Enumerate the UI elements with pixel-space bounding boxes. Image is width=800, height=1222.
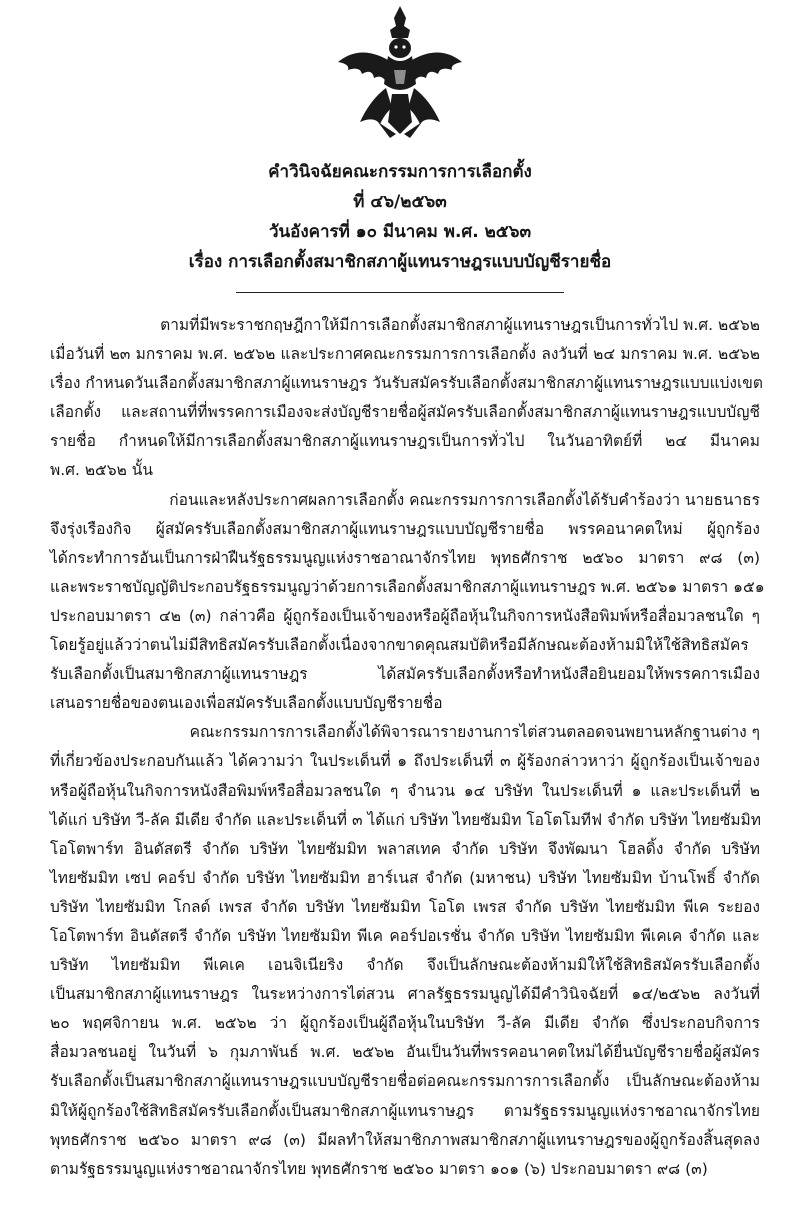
- paragraph-3-line: เป็นสมาชิกสภาผู้แทนราษฎร ในระหว่างการไต่สวน ศาลรัฐธรรมนูญได้มีคำวินิจฉัยที่ ๑๔/๒๕๖๒ ลงวันที่: [50, 985, 760, 1004]
- paragraph-3-line: ได้แก่ บริษัท วี-ลัค มีเดีย จำกัด และประเด็นที่ ๓ ได้แก่ บริษัท ไทยซัมมิท โอโตโมทีฟ จำกัด บริษัท ไทยซัมมิท: [50, 810, 761, 829]
- paragraph-3-line: โอโตพาร์ท อินดัสตรี จำกัด บริษัท ไทยซัมมิท พีเค คอร์ปอเรชั่น จำกัด บริษัท ไทยซัมมิท พีเคเค จำกัด และ: [50, 926, 760, 945]
- paragraph-1-line: เรื่อง กำหนดวันเลือกตั้งสมาชิกสภาผู้แทนราษฎร วันรับสมัครรับเลือกตั้งสมาชิกสภาผู้แทนราษฎรแบบแบ่งเขต: [50, 374, 763, 393]
- paragraph-2-line: ประกอบมาตรา ๔๒ (๓) กล่าวคือ ผู้ถูกร้องเป็นเจ้าของหรือผู้ถือหุ้นในกิจการหนังสือพิมพ์หรือสื่อมวลชนใด ๆ: [50, 606, 760, 625]
- paragraph-2-line: โดยรู้อยู่แล้วว่าตนไม่มีสิทธิสมัครรับเลือกตั้งเนื่องจากขาดคุณสมบัติหรือมีลักษณะต้องห้ามมิให้ใช้สิทธิสมัคร: [50, 636, 749, 655]
- paragraph-3-line: ๒๐ พฤศจิกายน พ.ศ. ๒๕๖๒ ว่า ผู้ถูกร้องเป็นผู้ถือหุ้นในบริษัท วี-ลัค มีเดีย จำกัด ซึ่งประกอบกิจการ: [50, 1014, 760, 1033]
- paragraph-3-line: หรือผู้ถือหุ้นในกิจการหนังสือพิมพ์หรือสื่อมวลชนใด ๆ จำนวน ๑๔ บริษัท ในประเด็นที่ ๑ และประเด็นที่ ๒: [50, 781, 760, 800]
- garuda-emblem: [330, 4, 470, 139]
- paragraph-1-line: เมื่อวันที่ ๒๓ มกราคม พ.ศ. ๒๕๖๒ และประกาศคณะกรรมการการเลือกตั้ง ลงวันที่ ๒๔ มกราคม พ.ศ. ๒๕๖๒: [50, 345, 760, 364]
- paragraph-2-line: รับเลือกตั้งเป็นสมาชิกสภาผู้แทนราษฎร ได้สมัครรับเลือกตั้งหรือทำหนังสือยินยอมให้พรรคการเมือง: [50, 665, 760, 684]
- paragraph-2-line: เสนอรายชื่อของตนเองเพื่อสมัครรับเลือกตั้งแบบบัญชีรายชื่อ: [50, 694, 443, 713]
- paragraph-1-line: รายชื่อ กำหนดให้มีการเลือกตั้งสมาชิกสภาผู้แทนราษฎรเป็นการทั่วไป ในวันอาทิตย์ที่ ๒๔ มีนาคม: [50, 432, 760, 451]
- paragraph-3-line: ไทยซัมมิท เซป คอร์ป จำกัด บริษัท ไทยซัมมิท ฮาร์เนส จำกัด (มหาชน) บริษัท ไทยซัมมิท บ้านโพธิ์ จำกัด: [50, 868, 760, 887]
- paragraph-3-line: สื่อมวลชนอยู่ ในวันที่ ๖ กุมภาพันธ์ พ.ศ. ๒๕๖๒ อันเป็นวันที่พรรคอนาคตใหม่ได้ยื่นบัญชีรายชื่อผู้สมัคร: [50, 1043, 760, 1062]
- paragraph-3-line: ตามรัฐธรรมนูญแห่งราชอาณาจักรไทย พุทธศักราช ๒๕๖๐ มาตรา ๑๐๑ (๖) ประกอบมาตรา ๙๘ (๓): [50, 1159, 708, 1178]
- paragraph-1-line: ตามที่มีพระราชกฤษฎีกาให้มีการเลือกตั้งสมาชิกสภาผู้แทนราษฎรเป็นการทั่วไป พ.ศ. ๒๕๖๒: [160, 316, 760, 334]
- paragraph-3-line: รับเลือกตั้งเป็นสมาชิกสภาผู้แทนราษฎรแบบบัญชีรายชื่อต่อคณะกรรมการการเลือกตั้ง เป็นลักษณะต้องห้าม: [50, 1072, 760, 1091]
- paragraph-2-line: และพระราชบัญญัติประกอบรัฐธรรมนูญว่าด้วยการเลือกตั้งสมาชิกสภาผู้แทนราษฎร พ.ศ. ๒๕๖๑ มาตรา ๑๕๑: [50, 577, 765, 596]
- paragraph-3-line: บริษัท ไทยซัมมิท โกลด์ เพรส จำกัด บริษัท ไทยซัมมิท โอโต เพรส จำกัด บริษัท ไทยซัมมิท พีเค ระยอง: [50, 897, 760, 916]
- paragraph-2-line: ก่อนและหลังประกาศผลการเลือกตั้ง คณะกรรมการการเลือกตั้งได้รับคำร้องว่า นายธนาธร: [169, 490, 760, 509]
- decision-date: วันอังคารที่ ๑๐ มีนาคม พ.ศ. ๒๕๖๓: [268, 222, 532, 242]
- paragraph-2-line: จึงรุ่งเรืองกิจ ผู้สมัครรับเลือกตั้งสมาชิกสภาผู้แทนราษฎรแบบบัญชีรายชื่อ พรรคอนาคตใหม่ ผู้ถูกร้อง: [50, 519, 760, 538]
- document-body: [50, 311, 765, 1184]
- decision-number: ที่ ๔๖/๒๕๖๓: [353, 192, 447, 212]
- paragraph-2-line: ได้กระทำการอันเป็นการฝ่าฝืนรัฐธรรมนูญแห่งราชอาณาจักรไทย พุทธศักราช ๒๕๖๐ มาตรา ๙๘ (๓): [50, 548, 760, 567]
- paragraph-1-line: เลือกตั้ง และสถานที่ที่พรรคการเมืองจะส่งบัญชีรายชื่อผู้สมัครรับเลือกตั้งสมาชิกสภาผู้แทนราษฎรแบบบัญชี: [50, 403, 760, 422]
- decision-subject: เรื่อง การเลือกตั้งสมาชิกสภาผู้แทนราษฎรแบบบัญชีรายชื่อ: [188, 252, 612, 272]
- paragraph-3-line: โอโตพาร์ท อินดัสตรี จำกัด บริษัท ไทยซัมมิท พลาสเทค จำกัด บริษัท จึงพัฒนา โฮลดิ้ง จำกัด บริษัท: [50, 839, 760, 858]
- paragraph-3-line: บริษัท ไทยซัมมิท พีเคเค เอนจิเนียริง จำกัด จึงเป็นลักษณะต้องห้ามมิให้ใช้สิทธิสมัครรับเลือกตั้ง: [50, 956, 760, 975]
- paragraph-3-line: คณะกรรมการการเลือกตั้งได้พิจารณารายงานการไต่สวนตลอดจนพยานหลักฐานต่าง ๆ: [189, 723, 760, 742]
- document-title: คำวินิจฉัยคณะกรรมการการเลือกตั้ง: [268, 162, 532, 182]
- paragraph-3-line: ที่เกี่ยวข้องประกอบกันแล้ว ได้ความว่า ในประเด็นที่ ๑ ถึงประเด็นที่ ๓ ผู้ร้องกล่าวหาว่า ผู้ถูกร้องเป็นเจ้าของ: [50, 752, 760, 771]
- paragraph-3-line: มิให้ผู้ถูกร้องใช้สิทธิสมัครรับเลือกตั้งเป็นสมาชิกสภาผู้แทนราษฎร ตามรัฐธรรมนูญแห่งราชอาณาจักรไทย: [50, 1101, 760, 1120]
- paragraph-3-line: พุทธศักราช ๒๕๖๐ มาตรา ๙๘ (๓) มีผลทำให้สมาชิกภาพสมาชิกสภาผู้แทนราษฎรของผู้ถูกร้องสิ้นสุดลง: [50, 1130, 760, 1149]
- paragraph-1-line: พ.ศ. ๒๕๖๒ นั้น: [50, 461, 153, 480]
- divider: [236, 292, 564, 293]
